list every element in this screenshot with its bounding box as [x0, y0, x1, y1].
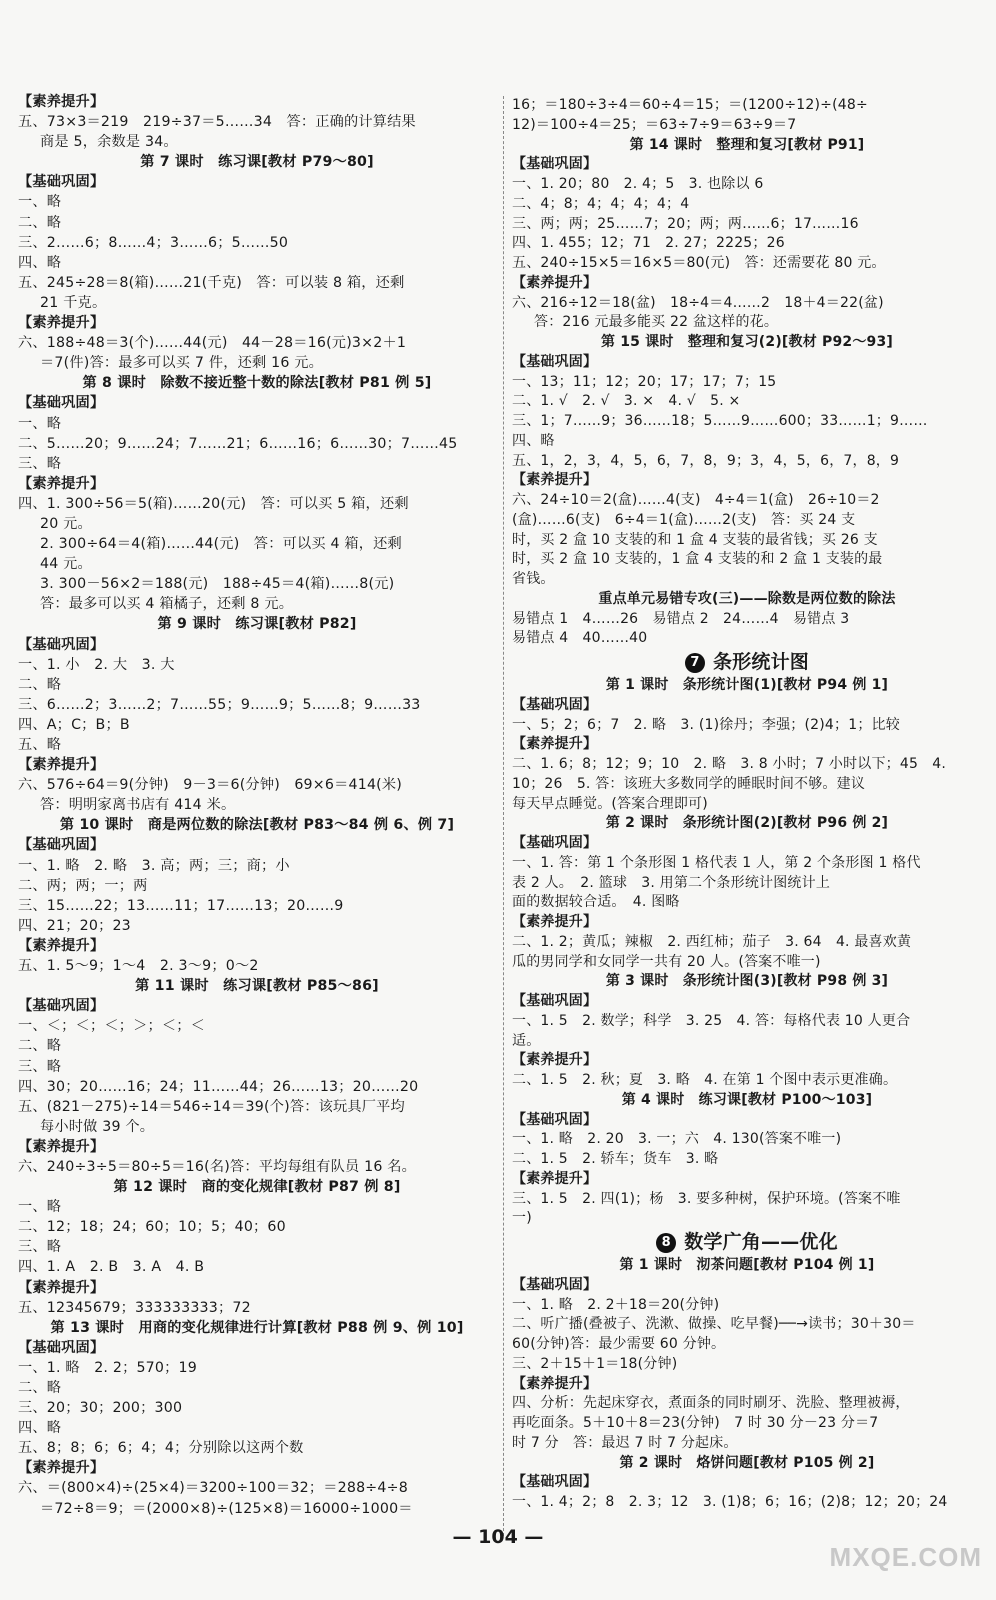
lesson-title: 重点单元易错专攻(三)——除数是两位数的除法 [598, 590, 896, 607]
lesson-title: 第 1 课时 沏茶问题[教材 P104 例 1] [619, 1257, 875, 1273]
lesson-title: 第 13 课时 用商的变化规律进行计算[教材 P88 例 9、例 10] [50, 1319, 464, 1336]
answer-line: 三、略 [18, 1058, 62, 1075]
answer-line: 答：明明家离书店有 414 米。 [40, 797, 236, 814]
unit-number-badge: 7 [685, 653, 705, 673]
answer-line: 二、略 [18, 676, 62, 693]
section-header: 【素养提升】 [512, 914, 598, 930]
answer-line: 四、1. 300÷56＝5(箱)……20(元) 答：可以买 5 箱，还剩 [18, 495, 409, 512]
answer-line: 四、21；20；23 [18, 917, 131, 934]
answer-line: 易错点 4 40……40 [512, 630, 648, 647]
answer-line: 一、1. 略 2. 2；570；19 [18, 1359, 197, 1376]
lesson-title: 第 10 课时 商是两位数的除法[教材 P83～84 例 6、例 7] [59, 817, 455, 834]
answer-line: 再吃面条。5＋10＋8＝23(分钟) 7 时 30 分－23 分＝7 [512, 1415, 879, 1431]
lesson-title: 第 7 课时 练习课[教材 P79～80] [140, 154, 374, 171]
answer-line: 瓜的男同学和女同学一共有 20 人。(答案不唯一) [512, 953, 821, 970]
section-header: 【基础巩固】 [18, 837, 105, 854]
answer-line: 六、24÷10＝2(盒)……4(支) 4÷4＝1(盒) 26÷10＝2 [512, 492, 880, 508]
answer-line: 适。 [512, 1032, 541, 1049]
answer-line: 五、1. 5～9；1～4 2. 3～9；0～2 [18, 958, 259, 975]
answer-line: 六、576÷64＝9(分钟) 9－3＝6(分钟) 69×6＝414(米) [18, 777, 403, 794]
answer-line: 一、5；2；6；7 2. 略 3. (1)徐丹；李强；(2)4；1；比较 [512, 716, 900, 733]
answer-line: 一、1. 答：第 1 个条形图 1 格代表 1 人，第 2 个条形图 1 格代 [512, 854, 921, 871]
unit-title [512, 649, 982, 676]
section-header: 【素养提升】 [18, 94, 105, 110]
answer-line: 一、1. 略 2. 2＋18＝20(分钟) [512, 1296, 720, 1313]
answer-line: 三、2＋15＋1＝18(分钟) [512, 1355, 678, 1372]
answer-line: 五、12345679；333333333；72 [18, 1299, 251, 1316]
section-header: 【基础巩固】 [512, 1111, 598, 1128]
lesson-title: 第 9 课时 练习课[教材 P82] [157, 616, 357, 633]
answer-line: 三、1. 5 2. 四(1)；杨 3. 要多种树，保护环境。(答案不唯 [512, 1190, 901, 1207]
answer-line: 表 2 人。 2. 篮球 3. 用第二个条形统计图统计上 [512, 874, 831, 891]
answer-line: 五、(821－275)÷14＝546÷14＝39(个)答：该玩具厂平均 [18, 1098, 405, 1115]
answer-line: 三、15……22；13……11；17……13；20……9 [18, 897, 344, 914]
answer-line: 五、73×3＝219 219÷37＝5……34 答：正确的计算结果 [18, 114, 416, 131]
answer-line: 五、1，2，3，4，5，6，7，8，9；3，4，5，6，7，8，9 [512, 452, 900, 469]
answer-line: 二、1. 5 2. 秋；夏 3. 略 4. 在第 1 个图中表示更准确。 [512, 1072, 898, 1088]
section-header: 【基础巩固】 [18, 174, 105, 191]
answer-line: 60(分钟)答：最少需要 60 分钟。 [512, 1336, 726, 1352]
answer-line: 一、1. 4；2；8 2. 3；12 3. (1)8；6；16；(2)8；12；20；24 [512, 1494, 948, 1510]
answer-line: 答：最多可以买 4 箱橘子，还剩 8 元。 [40, 596, 294, 613]
answer-line: 一、＜；＜；＜；＞；＜；＜ [18, 1018, 206, 1035]
answer-line: 二、两；两；一；两 [18, 877, 148, 894]
section-header: 【素养提升】 [18, 475, 105, 492]
section-header: 【基础巩固】 [18, 395, 105, 412]
section-header: 【基础巩固】 [512, 156, 598, 173]
lesson-title: 第 2 课时 烙饼问题[教材 P105 例 2] [619, 1454, 875, 1471]
answer-line: 一、1. 5 2. 数学；科学 3. 25 4. 答：每格代表 10 人更合 [512, 1012, 911, 1029]
answer-line: 一) [512, 1210, 532, 1227]
lesson-title: 第 3 课时 条形统计图(3)[教材 P98 例 3] [605, 973, 889, 990]
answer-line: 2. 300÷64＝4(箱)……44(元) 答：可以买 4 箱，还剩 [40, 536, 402, 553]
answer-line: 二、略 [18, 1038, 62, 1055]
answer-line: 每小时做 39 个。 [40, 1118, 155, 1135]
unit-title-text: 数学广角——优化 [684, 1231, 838, 1253]
lesson-title: 第 14 课时 整理和复习[教材 P91] [629, 136, 865, 153]
section-header: 【素养提升】 [512, 1170, 598, 1187]
answer-line: 四、分析：先起床穿衣，煮面条的同时刷牙、洗脸、整理被褥， [512, 1395, 910, 1412]
answer-line: 时，买 2 盒 10 支装的和 1 盒 4 支装的最省钱；买 26 支 [512, 531, 878, 548]
answer-line: 三、两；两；25……7；20；两；两……6；17……16 [512, 215, 859, 232]
answer-line: 二、1. 5 2. 轿车；货车 3. 略 [512, 1151, 719, 1167]
right-column [512, 96, 982, 1513]
section-header: 【素养提升】 [512, 1375, 598, 1392]
answer-line: 三、1；7……9；36……18；5……9……600；33……1；9…… [512, 413, 928, 429]
lesson-title: 第 12 课时 商的变化规律[教材 P87 例 8] [113, 1179, 401, 1196]
answer-line: 六、188÷48＝3(个)……44(元) 44－28＝16(元)3×2＋1 [18, 335, 407, 352]
answer-line: 一、略 [18, 415, 62, 432]
answer-line: 五、略 [18, 737, 62, 753]
section-header: 【基础巩固】 [512, 993, 598, 1009]
lesson-title: 第 4 课时 练习课[教材 P100～103] [621, 1091, 873, 1108]
answer-line: 一、1. 略 2. 略 3. 高；两；三；商；小 [18, 857, 290, 874]
section-header: 【素养提升】 [18, 1460, 105, 1477]
section-header: 【基础巩固】 [512, 1474, 598, 1491]
unit-title-text: 条形统计图 [712, 651, 809, 673]
answer-line: 三、2……6；8……4；3……6；5……50 [18, 234, 289, 251]
answer-line: 四、略 [512, 432, 555, 449]
unit-title [512, 1229, 982, 1256]
answer-line: 二、1. 6；8；12；9；10 2. 略 3. 8 小时；7 小时以下；45 4. [512, 756, 947, 772]
section-header: 【素养提升】 [512, 472, 598, 489]
answer-line: 10；26 5. 答：该班大多数同学的睡眠时间不够。建议 [512, 775, 866, 792]
section-header: 【素养提升】 [512, 736, 598, 753]
section-header: 【素养提升】 [18, 757, 105, 774]
page-number: — 104 — [452, 1526, 544, 1548]
answer-line: 时，买 2 盒 10 支装的，1 盒 4 支装的和 2 盒 1 支装的最 [512, 551, 883, 568]
answer-line: 二、5……20；9……24；7……21；6……16；6……30；7……45 [18, 435, 458, 452]
section-header: 【基础巩固】 [18, 998, 105, 1015]
answer-line: 四、A；C；B；B [18, 716, 130, 733]
answer-line: 三、6……2；3……2；7……55；9……9；5……8；9……33 [18, 696, 421, 713]
answer-line: 省钱。 [512, 571, 555, 587]
left-column [18, 92, 496, 1519]
answer-line: 三、略 [18, 455, 62, 472]
answer-line: 3. 300－56×2＝188(元) 188÷45＝4(箱)……8(元) [40, 576, 395, 593]
answer-line: 面的数据较合适。 4. 图略 [512, 894, 680, 911]
answer-line: 商是 5，余数是 34。 [40, 134, 178, 151]
section-header: 【基础巩固】 [512, 696, 598, 713]
lesson-title: 第 11 课时 练习课[教材 P85～86] [135, 978, 379, 995]
section-header: 【素养提升】 [512, 1052, 598, 1069]
answer-line: 四、1. 455；12；71 2. 27；2225；26 [512, 235, 785, 252]
answer-line: 三、20；30；200；300 [18, 1400, 183, 1417]
section-header: 【基础巩固】 [512, 353, 598, 370]
answer-line: 一、略 [18, 194, 62, 211]
answer-line: 四、略 [18, 254, 62, 271]
answer-line: 四、1. A 2. B 3. A 4. B [18, 1259, 205, 1276]
answer-line: 三、略 [18, 1239, 62, 1256]
answer-line: 四、略 [18, 1420, 62, 1437]
lesson-title: 第 15 课时 整理和复习(2)[教材 P92～93] [600, 334, 894, 350]
answer-line: 一、13；11；12；20；17；17；7；15 [512, 373, 777, 390]
answer-line: 五、245÷28＝8(箱)……21(千克) 答：可以装 8 箱，还剩 [18, 274, 405, 291]
answer-line: 一、略 [18, 1199, 62, 1216]
lesson-title: 第 8 课时 除数不接近整十数的除法[教材 P81 例 5] [82, 375, 432, 392]
answer-line: 二、1. √ 2. √ 3. × 4. √ 5. × [512, 393, 741, 410]
section-header: 【素养提升】 [18, 1279, 105, 1296]
section-header: 【素养提升】 [18, 315, 105, 332]
answer-line: 44 元。 [40, 556, 92, 573]
answer-line: 一、1. 小 2. 大 3. 大 [18, 656, 175, 673]
answer-line: 四、30；20……16；24；11……44；26……13；20……20 [18, 1078, 419, 1095]
answer-line: (盒)……6(支) 6÷4＝1(盒)……2(支) 答：买 24 支 [512, 511, 856, 528]
unit-number-badge: 8 [656, 1233, 676, 1253]
answer-line: 21 千克。 [40, 294, 107, 311]
answer-line: ＝7(件)答：最多可以买 7 件，还剩 16 元。 [40, 355, 324, 372]
answer-line: 一、1. 20；80 2. 4；5 3. 也除以 6 [512, 176, 764, 192]
answer-line: 一、1. 略 2. 20 3. 一；六 4. 130(答案不唯一) [512, 1131, 842, 1148]
answer-line: 二、12；18；24；60；10；5；40；60 [18, 1219, 286, 1236]
answer-line: 20 元。 [40, 515, 92, 532]
column-divider [503, 96, 505, 1536]
section-header: 【素养提升】 [18, 1138, 105, 1155]
answer-line: 二、略 [18, 214, 62, 231]
answer-line: 六、216÷12＝18(盆) 18÷4＝4……2 18＋4＝22(盆) [512, 294, 884, 311]
section-header: 【基础巩固】 [512, 835, 598, 851]
section-header: 【基础巩固】 [18, 636, 105, 653]
answer-line: 五、240÷15×5＝16×5＝80(元) 答：还需要花 80 元。 [512, 255, 886, 271]
lesson-title: 第 2 课时 条形统计图(2)[教材 P96 例 2] [605, 815, 889, 832]
watermark-logo: MXQE.COM [829, 1542, 982, 1572]
answer-line: 时 7 分 答：最迟 7 时 7 分起床。 [512, 1434, 738, 1451]
section-header: 【基础巩固】 [512, 1276, 598, 1293]
answer-line: 答：216 元最多能买 22 盆这样的花。 [534, 314, 779, 331]
answer-line: 五、8；8；6；6；4；4；分别除以这两个数 [18, 1440, 304, 1457]
section-header: 【素养提升】 [512, 274, 598, 291]
answer-line: 二、略 [18, 1380, 62, 1396]
answer-line: 六、＝(800×4)÷(25×4)＝3200÷100＝32；＝288÷4÷8 [18, 1480, 408, 1497]
answer-line: 易错点 1 4……26 易错点 2 24……4 易错点 3 [512, 610, 850, 627]
lesson-title: 第 1 课时 条形统计图(1)[教材 P94 例 1] [605, 677, 889, 693]
answer-line: ＝72÷8＝9；＝(2000×8)÷(125×8)＝16000÷1000＝ [40, 1500, 413, 1517]
answer-line: 每天早点睡觉。(答案合理即可) [512, 795, 708, 812]
answer-line: 二、4；8；4；4；4；4；4 [512, 195, 690, 212]
answer-line: 12)＝100÷4＝25；＝63÷7÷9＝63÷9＝7 [512, 116, 797, 133]
section-header: 【素养提升】 [18, 937, 105, 954]
answer-line: 二、听广播(叠被子、洗漱、做操、吃早餐)──→读书；30＋30＝ [512, 1316, 916, 1333]
answer-line: 六、240÷3÷5＝80÷5＝16(名)答：平均每组有队员 16 名。 [18, 1158, 417, 1175]
answer-line: 二、1. 2；黄瓜；辣椒 2. 西红柿；茄子 3. 64 4. 最喜欢黄 [512, 933, 912, 950]
answer-line: 16；＝180÷3÷4＝60÷4＝15；＝(1200÷12)÷(48÷ [512, 97, 868, 113]
section-header: 【基础巩固】 [18, 1339, 105, 1356]
